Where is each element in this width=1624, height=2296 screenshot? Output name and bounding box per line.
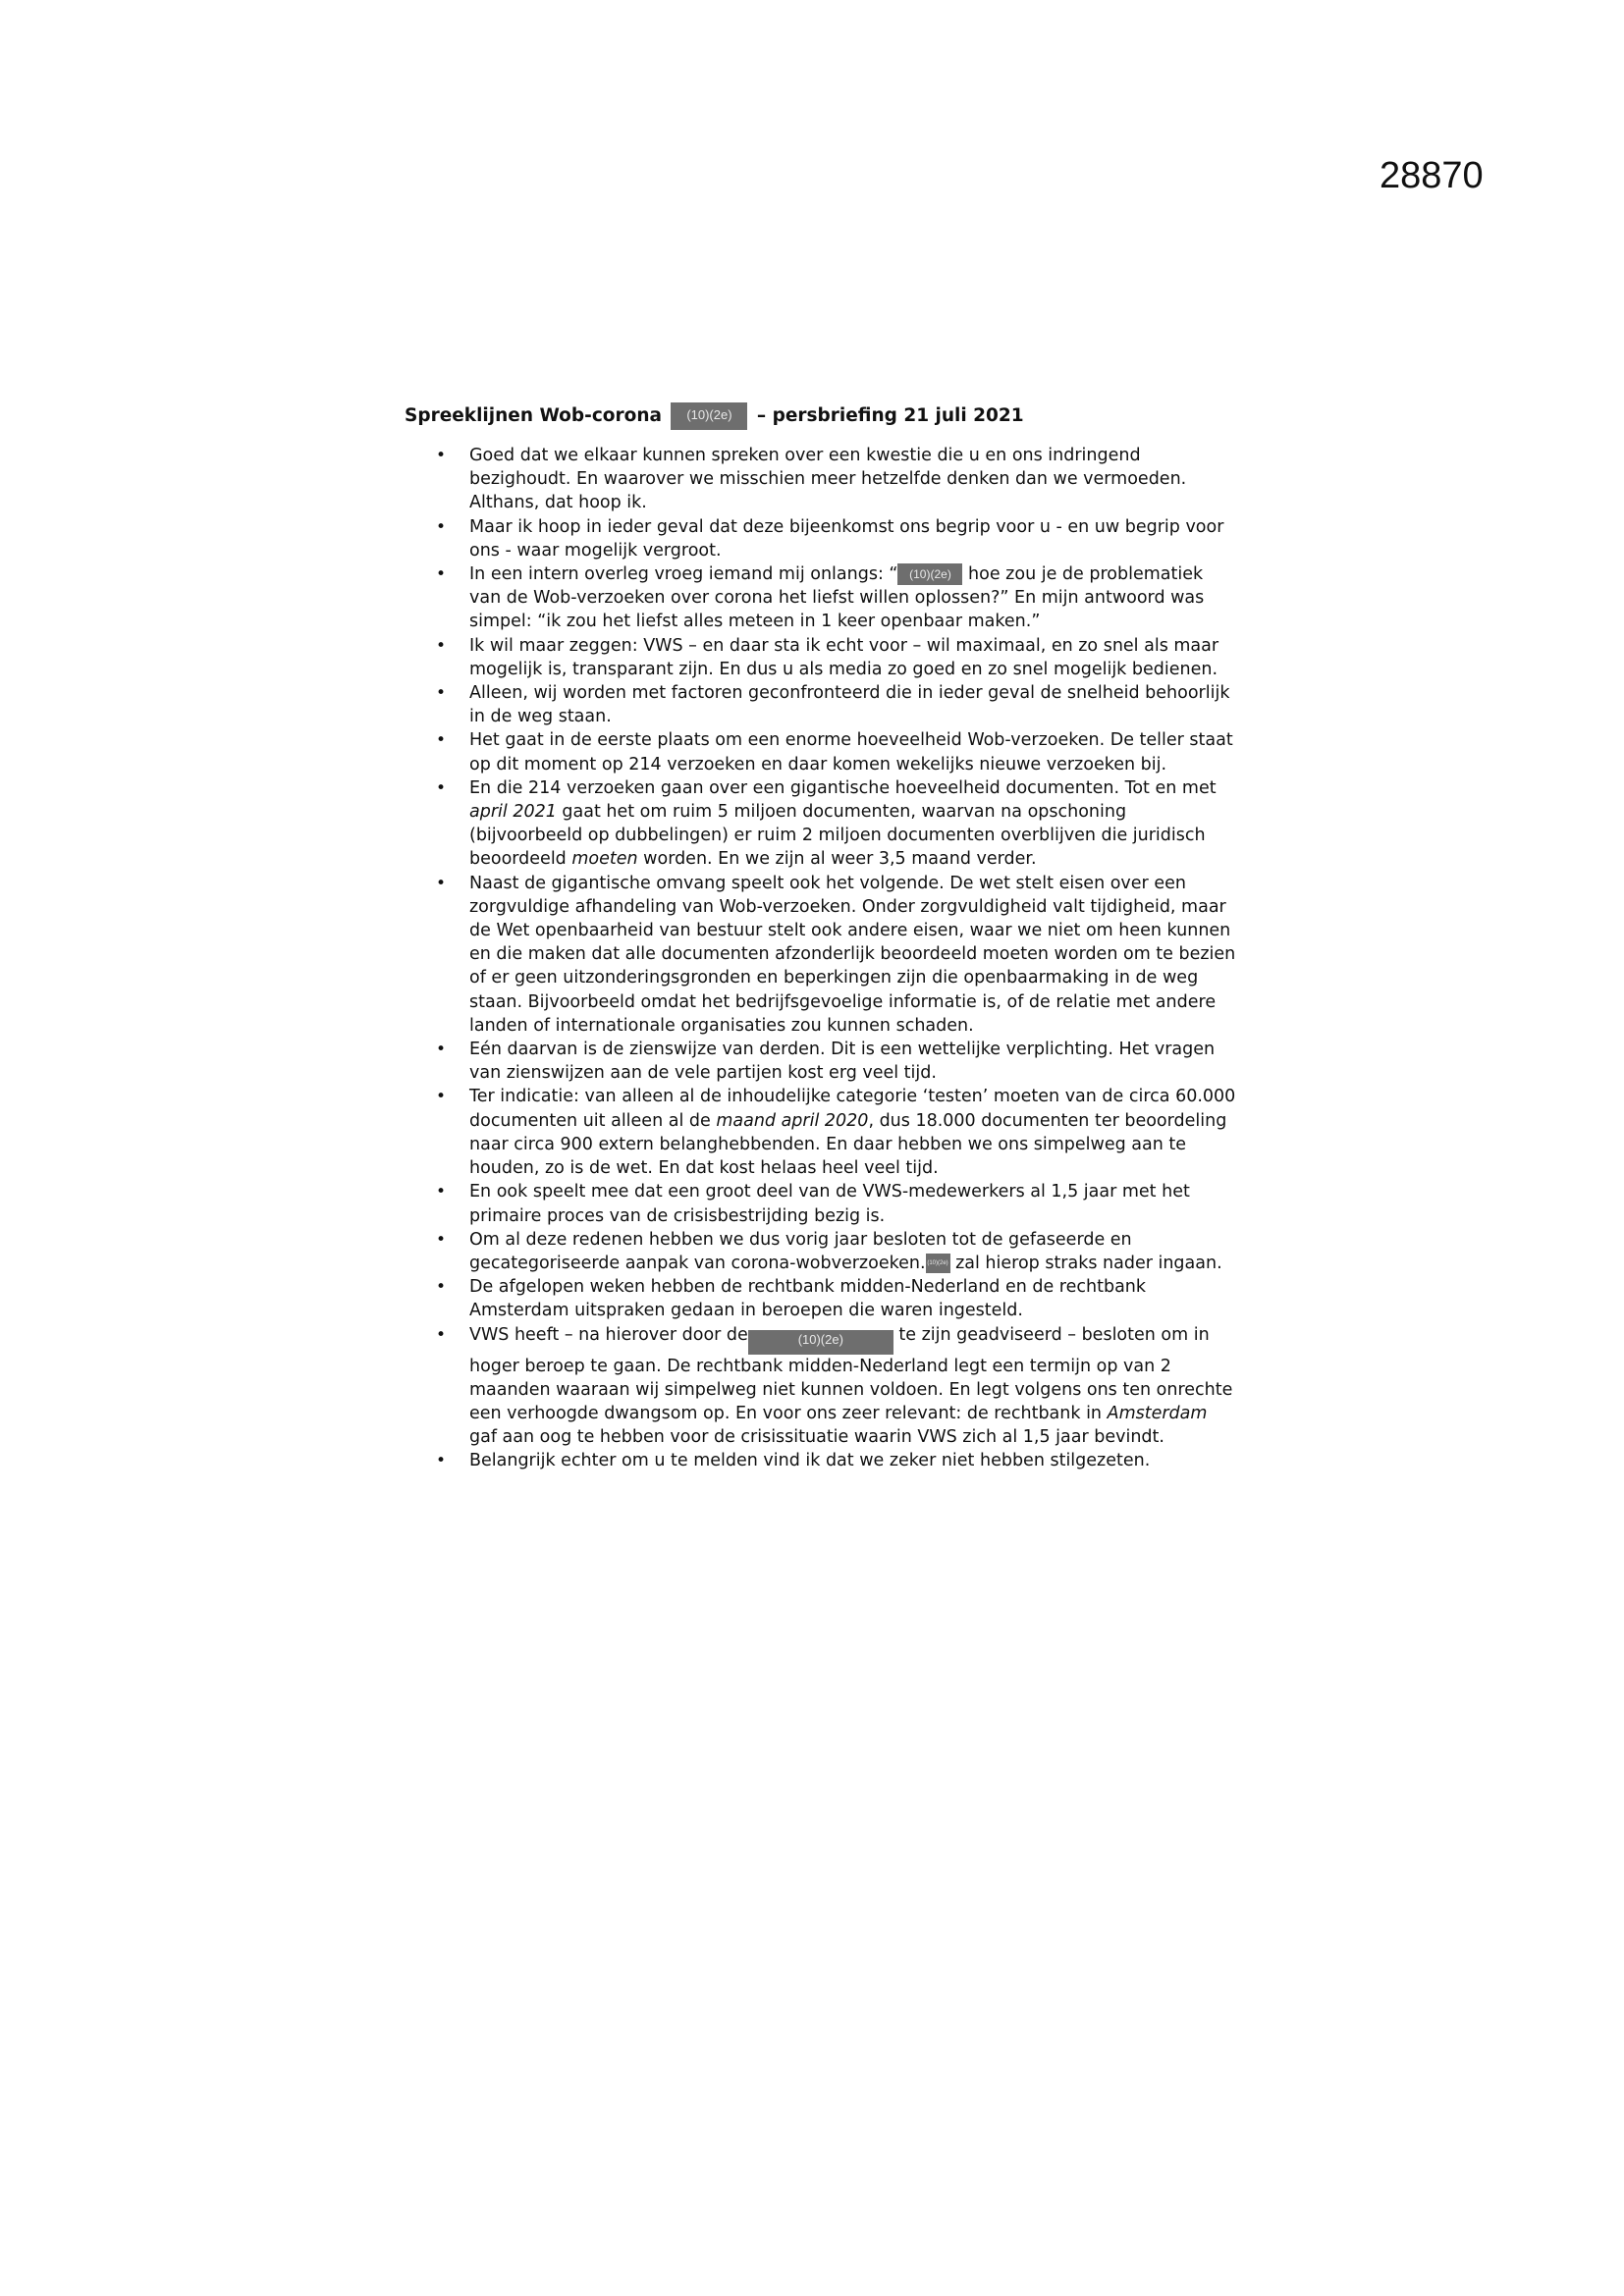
redaction-box: (10)(2e): [748, 1330, 893, 1355]
bullet-item: [469, 1323, 1239, 1450]
bullet-text: In een intern overleg vroeg iemand mij onlangs: “: [469, 564, 898, 585]
italic-text: april 2021: [469, 802, 557, 823]
bullet-text: VWS heeft – na hierover door de: [469, 1324, 748, 1345]
bullet-text: zal hierop straks nader ingaan.: [949, 1253, 1222, 1273]
bullet-item: [469, 1085, 1239, 1180]
title-text-date: – persbriefing 21 juli 2021: [756, 405, 1024, 426]
redaction-box: (10)(2e): [897, 563, 962, 585]
bullet-item: • Alleen, wij worden met factoren geconfronteerd die in ieder geval de snelheid behoorlijk in de weg staan.: [469, 681, 1239, 728]
italic-text: moeten: [571, 849, 638, 870]
bullet-item: [469, 1228, 1239, 1275]
bullet-text: Om al deze redenen hebben we dus vorig jaar besloten tot de gefaseerde en gecategoriseerde aanpak van corona-wobverzoeken.: [469, 1229, 1132, 1273]
bullet-item: • Goed dat we elkaar kunnen spreken over een kwestie die u en ons indringend bezighoudt. En waarover we misschien meer hetzelfde denken dan we vermoeden. Althans, dat hoop ik.: [469, 444, 1239, 515]
bullet-list: [405, 444, 1239, 1473]
redaction-box: (10)(2e): [671, 402, 747, 430]
italic-text: Amsterdam: [1107, 1403, 1208, 1423]
redaction-box: (10)(2e): [926, 1254, 950, 1273]
bullet-item: • Naast de gigantische omvang speelt ook het volgende. De wet stelt eisen over een zorgvuldige afhandeling van Wob-verzoeken. Onder zorgvuldigheid valt tijdigheid, maar de Wet openbaarheid van bestuur stelt ook andere eisen, waar we niet om heen kunnen en die maken dat alle documenten afzonderlijk beoordeeld moeten worden om te bezien of er geen uitzonderingsgronden en beperkingen zijn die openbaarmaking in de weg staan. Bijvoorbeeld omdat het bedrijfsgevoelige informatie is, of de relatie met andere landen of internationale organisaties zou kunnen schaden.: [469, 872, 1239, 1038]
bullet-item: • Maar ik hoop in ieder geval dat deze bijeenkomst ons begrip voor u - en uw begrip voor ons - waar mogelijk vergroot.: [469, 515, 1239, 562]
bullet-item: • Eén daarvan is de zienswijze van derden. Dit is een wettelijke verplichting. Het vragen van zienswijzen aan de vele partijen kost erg veel tijd.: [469, 1038, 1239, 1085]
bullet-text: gaf aan oog te hebben voor de crisissituatie waarin VWS zich al 1,5 jaar bevindt.: [469, 1427, 1164, 1448]
title-text: Spreeklijnen Wob-corona: [405, 405, 662, 426]
bullet-text: te zijn geadviseerd – besloten om in hoger beroep te gaan. De rechtbank midden-Nederland legt een termijn op van 2 maanden waaraan wij simpelweg niet kunnen voldoen. En legt volgens ons ten onrechte een verhoogde dwangsom op. En voor ons zeer relevant: de rechtbank in: [469, 1324, 1233, 1423]
bullet-text: worden. En we zijn al weer 3,5 maand verder.: [637, 849, 1037, 870]
bullet-item: • De afgelopen weken hebben de rechtbank midden-Nederland en de rechtbank Amsterdam uitspraken gedaan in beroepen die waren ingesteld.: [469, 1275, 1239, 1322]
bullet-item: [469, 562, 1239, 634]
bullet-text: hoe zou je de problematiek van de Wob-verzoeken over corona het liefst willen oplossen?” En mijn antwoord was simpel: “ik zou het liefst alles meteen in 1 keer openbaar maken.”: [469, 564, 1205, 632]
bullet-item: • Het gaat in de eerste plaats om een enorme hoeveelheid Wob-verzoeken. De teller staat op dit moment op 214 verzoeken en daar komen wekelijks nieuwe verzoeken bij.: [469, 728, 1239, 775]
document-body: [405, 402, 1239, 1473]
bullet-text: En die 214 verzoeken gaan over een gigantische hoeveelheid documenten. Tot en met: [469, 777, 1217, 798]
bullet-item: • En ook speelt mee dat een groot deel van de VWS-medewerkers al 1,5 jaar met het primaire proces van de crisisbestrijding bezig is.: [469, 1180, 1239, 1227]
bullet-text: , dus 18.000 documenten ter beoordeling naar circa 900 extern belanghebbenden. En daar hebben we ons simpelweg aan te houden, zo is de wet. En dat kost helaas heel veel tijd.: [469, 1110, 1227, 1179]
bullet-item: • Ik wil maar zeggen: VWS – en daar sta ik echt voor – wil maximaal, en zo snel als maar mogelijk is, transparant zijn. En dus u als media zo goed en zo snel mogelijk bedienen.: [469, 634, 1239, 681]
page-number: 28870: [1380, 155, 1484, 196]
bullet-text: gaat het om ruim 5 miljoen documenten, waarvan na opschoning (bijvoorbeeld op dubbelingen) er ruim 2 miljoen documenten overblijven die juridisch beoordeeld: [469, 802, 1206, 870]
italic-text: maand april 2020: [716, 1110, 869, 1131]
bullet-item: [469, 776, 1239, 872]
bullet-item: • Belangrijk echter om u te melden vind ik dat we zeker niet hebben stilgezeten.: [469, 1449, 1239, 1472]
bullet-text: Ter indicatie: van alleen al de inhoudelijke categorie ‘testen’ moeten van de circa 60.000 documenten uit alleen al de: [469, 1087, 1236, 1131]
document-title: [405, 402, 1239, 430]
